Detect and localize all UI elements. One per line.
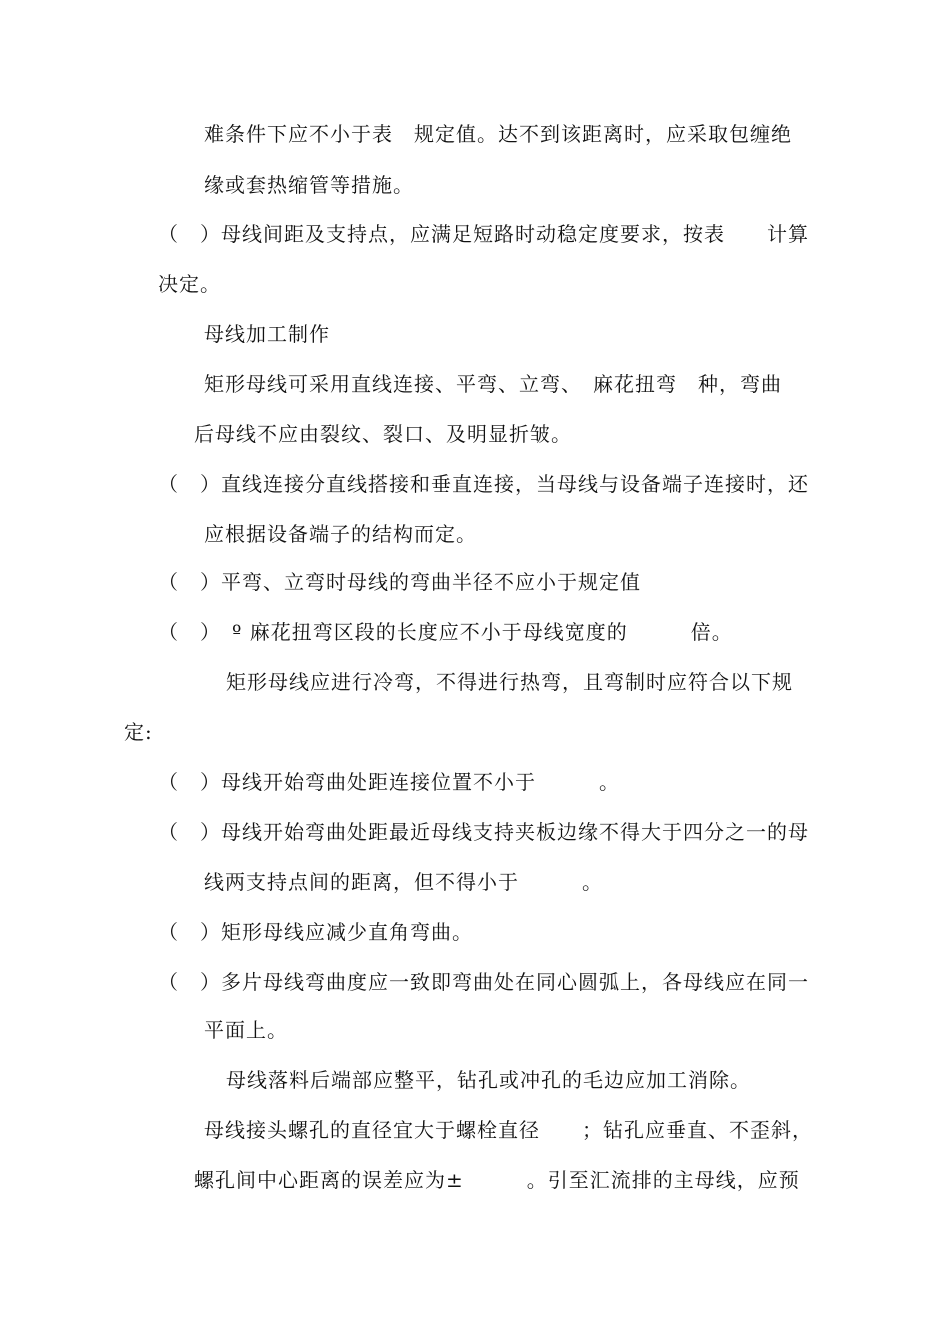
text-line: （ ） º 麻花扭弯区段的长度应不小于母线宽度的 倍。 [158,620,733,644]
text-line: （ ）多片母线弯曲度应一致即弯曲处在同心圆弧上，各母线应在同一 [158,970,809,994]
text-line: 应根据设备端子的结构而定。 [204,522,477,546]
text-line: 决定。 [158,272,221,296]
text-line: 矩形母线应进行冷弯，不得进行热弯，且弯制时应符合以下规 [226,670,793,694]
text-line: （ ）母线间距及支持点，应满足短路时动稳定度要求，按表 计算 [158,222,809,246]
text-line: （ ）母线开始弯曲处距连接位置不小于 。 [158,770,620,794]
text-line: 平面上。 [204,1018,288,1042]
text-line: 缘或套热缩管等措施。 [204,173,414,197]
text-line: （ ）平弯、立弯时母线的弯曲半径不应小于规定值 [158,570,641,594]
text-line: 难条件下应不小于表 规定值。达不到该距离时，应采取包缠绝 [204,122,792,146]
text-line: 母线接头螺孔的直径宜大于螺栓直径 ；钻孔应垂直、不歪斜， [204,1118,813,1142]
text-line: （ ）母线开始弯曲处距最近母线支持夹板边缘不得大于四分之一的母 [158,820,809,844]
text-line: 线两支持点间的距离，但不得小于 。 [204,870,603,894]
text-line: 母线落料后端部应整平，钻孔或冲孔的毛边应加工消除。 [226,1068,751,1092]
text-line: 定: [124,720,153,744]
section-heading: 母线加工制作 [204,322,330,346]
text-line: （ ）矩形母线应减少直角弯曲。 [158,920,473,944]
text-line: 后母线不应由裂纹、裂口、及明显折皱。 [194,422,572,446]
text-line: （ ）直线连接分直线搭接和垂直连接，当母线与设备端子连接时，还 [158,472,809,496]
text-line: 螺孔间中心距离的误差应为± 。引至汇流排的主母线，应预 [194,1168,800,1192]
text-line: 矩形母线可采用直线连接、平弯、立弯、 麻花扭弯 种，弯曲 [204,372,782,396]
